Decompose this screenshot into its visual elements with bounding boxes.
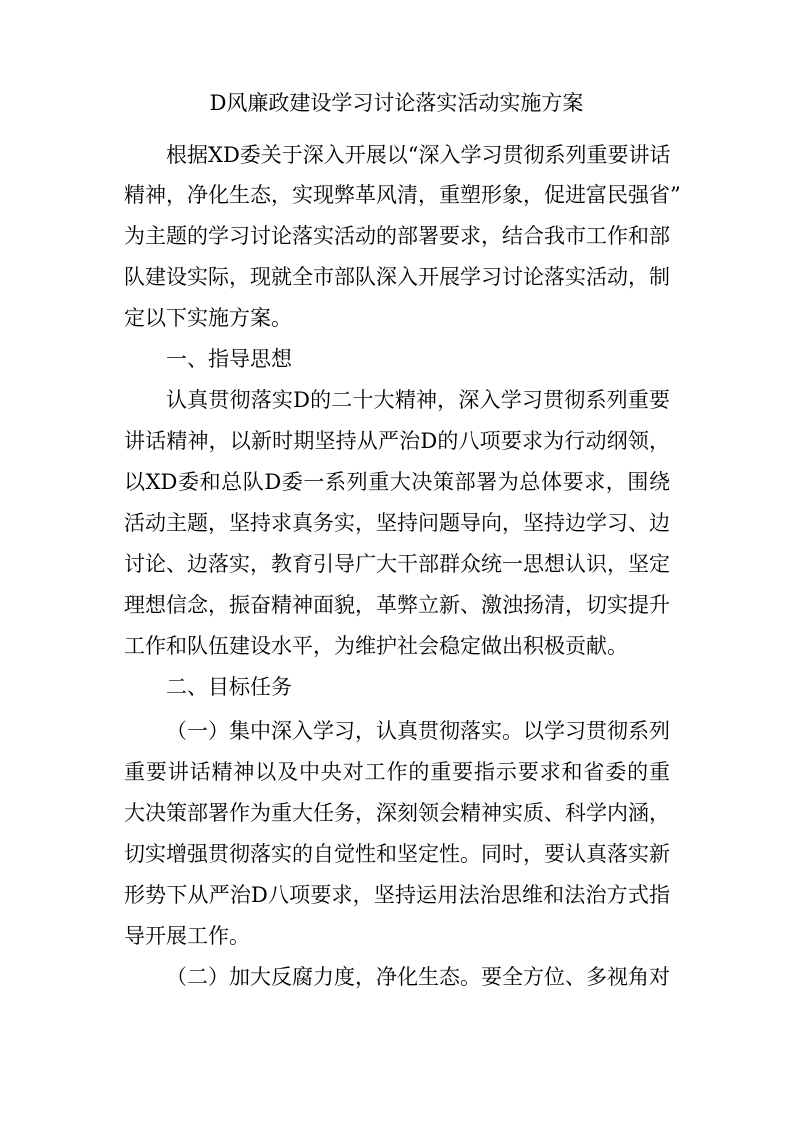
section2-heading: 二、目标任务 xyxy=(166,675,292,699)
section1-line-6: 理想信念，振奋精神面貌，革弊立新、激浊扬清，切实提升 xyxy=(124,593,670,617)
section1-line-5: 讨论、边落实，教育引导广大干部群众统一思想认识，坚定 xyxy=(124,552,670,576)
intro-line-5: 定以下实施方案。 xyxy=(124,306,292,330)
item1-line-1: （一）集中深入学习，认真贯彻落实。以学习贯彻系列 xyxy=(166,719,670,743)
item1-line-3: 大决策部署作为重大任务，深刻领会精神实质、科学内涵， xyxy=(124,801,670,825)
section1-line-4: 活动主题，坚持求真务实，坚持问题导向，坚持边学习、边 xyxy=(124,511,670,535)
section1-line-7: 工作和队伍建设水平，为维护社会稳定做出积极贡献。 xyxy=(124,634,628,658)
section1-line-3: 以XD委和总队D委一系列重大决策部署为总体要求，围绕 xyxy=(124,470,670,494)
intro-line-3: 为主题的学习讨论落实活动的部署要求，结合我市工作和部 xyxy=(124,224,670,248)
section1-line-2: 讲话精神，以新时期坚持从严治D的八项要求为行动纲领， xyxy=(124,429,670,453)
document-title: D风廉政建设学习讨论落实活动实施方案 xyxy=(209,91,584,115)
intro-line-4: 队建设实际，现就全市部队深入开展学习讨论落实活动，制 xyxy=(124,265,670,289)
item1-line-2: 重要讲话精神以及中央对工作的重要指示要求和省委的重 xyxy=(124,760,670,784)
item1-line-6: 导开展工作。 xyxy=(124,924,250,948)
section1-line-1: 认真贯彻落实D的二十大精神，深入学习贯彻系列重要 xyxy=(166,388,670,412)
item1-line-5: 形势下从严治D八项要求，坚持运用法治思维和法治方式指 xyxy=(124,883,670,907)
intro-line-1: 根据XD委关于深入开展以“深入学习贯彻系列重要讲话 xyxy=(166,143,671,167)
section1-heading: 一、指导思想 xyxy=(166,347,292,371)
item2-line-1: （二）加大反腐力度，净化生态。要全方位、多视角对 xyxy=(166,965,670,989)
item1-line-4: 切实增强贯彻落实的自觉性和坚定性。同时，要认真落实新 xyxy=(124,842,670,866)
intro-line-2: 精神，净化生态，实现弊革风清，重塑形象，促进富民强省” xyxy=(124,183,681,207)
